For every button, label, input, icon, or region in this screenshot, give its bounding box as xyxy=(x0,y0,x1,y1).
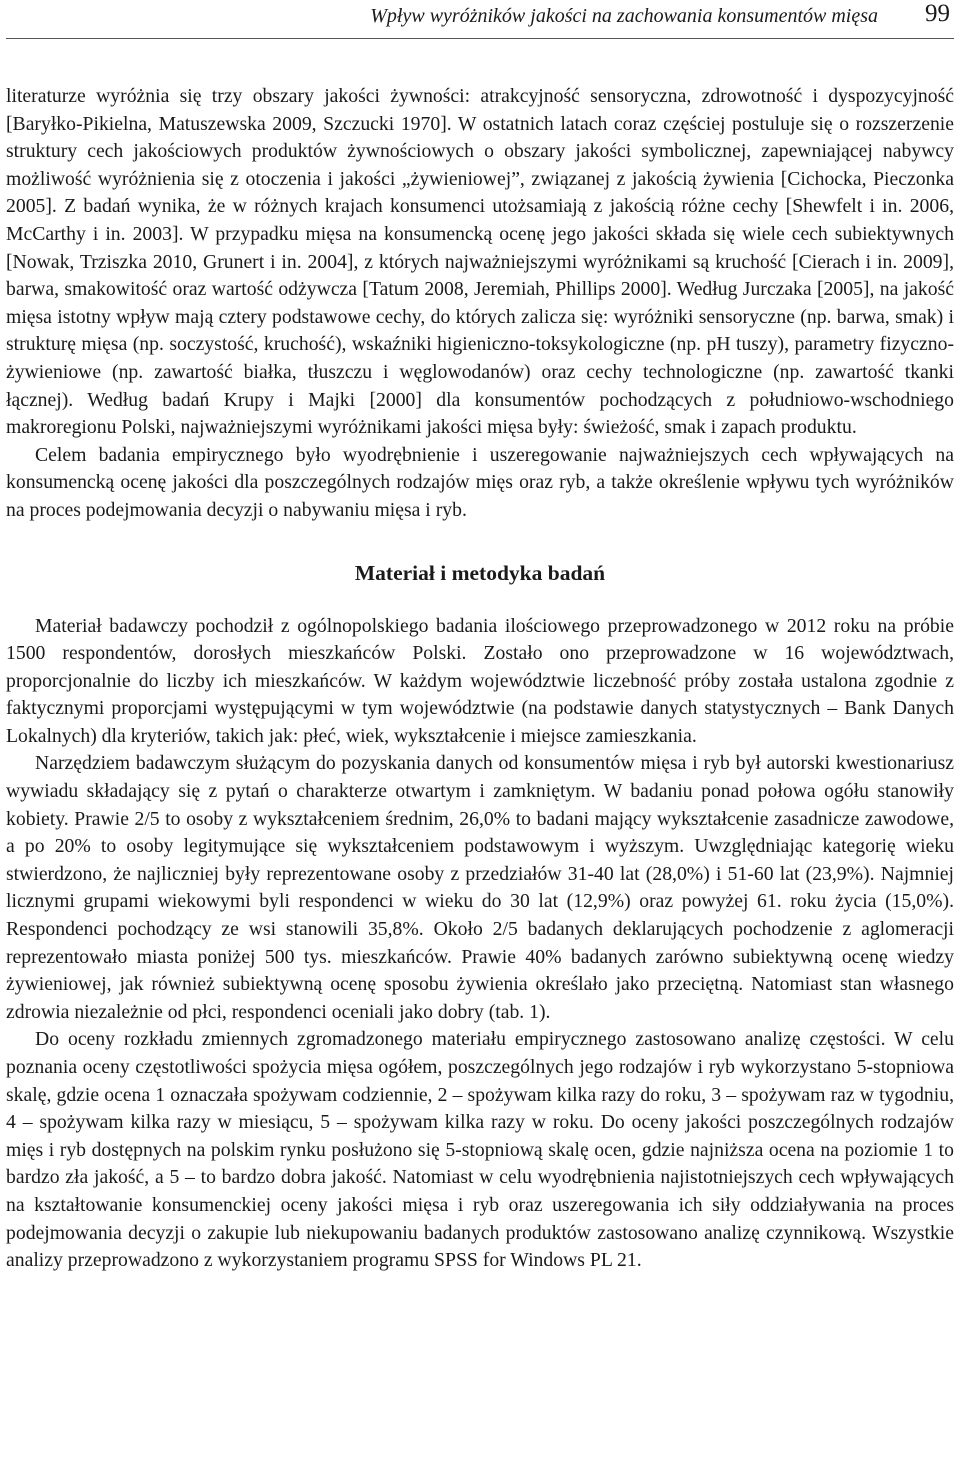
paragraph-research-tool: Narzędziem badawczym służącym do pozyskania danych od konsumentów mięsa i ryb był autorski kwestionariusz wywiadu składający się z pytań o charakterze otwartym i zamkniętym. W badaniu ponad połowa ogółu stanowiły kobiety. Prawie 2/5 to osoby z wykształceniem średnim, 26,0% to badani mający wykształcenie zasadnicze zawodowe, a po 20% to osoby legitymujące się wykształceniem podstawowym i wyższym. Uwzględniając kategorię wieku stwierdzono, że najliczniej były reprezentowane osoby z przedziałów 31-40 lat (28,0%) i 51-60 lat (23,9%). Najmniej licznymi grupami wiekowymi byli respondenci w wieku do 30 lat (12,9%) oraz powyżej 61. roku życia (15,0%). Respondenci pochodzący ze wsi stanowili 35,8%. Około 2/5 badanych deklarujących pochodzenie z aglomeracji reprezentowało miasta poniżej 500 tys. mieszkańców. Prawie 40% badanych zarówno subiektywną ocenę wiedzy żywieniowej, jak również subiektywną ocenę sposobu żywienia określało jako przeciętną. Natomiast stan własnego zdrowia niezależnie od płci, respondenci oceniali jako dobry (tab. 1). xyxy=(6,752,954,1023)
running-title: Wpływ wyróżników jakości na zachowania konsumentów mięsa xyxy=(370,5,878,27)
page-header xyxy=(0,0,960,40)
header-rule xyxy=(6,38,954,39)
paragraph-research-material: Materiał badawczy pochodził z ogólnopolskiego badania ilościowego przeprowadzonego w 2012 roku na próbie 1500 respondentów, dorosłych mieszkańców Polski. Zostało ono przeprowadzone w 16 województwach, proporcjonalnie do liczby ich mieszkańców. W każdym województwie liczebność próby została ustalona zgodnie z faktycznymi proporcjami występującymi w tym województwie (na podstawie danych statystycznych – Bank Danych Lokalnych) dla kryteriów, takich jak: płeć, wiek, wykształcenie i miejsce zamieszkania. xyxy=(6,614,954,747)
paragraph-research-aim: Celem badania empirycznego było wyodrębnienie i uszeregowanie najważniejszych cech wpływających na konsumencką ocenę jakości dla poszczególnych rodzajów mięs oraz ryb, a także określenie wpływu tych wyróżników na proces podejmowania decyzji o nabywaniu mięsa i ryb. xyxy=(6,443,954,521)
paragraph-intro-continued: literaturze wyróżnia się trzy obszary jakości żywności: atrakcyjność sensoryczna, zdrowotność i dyspozycyjność [Baryłko-Pikielna, Matuszewska 2009, Szczucki 1970]. W ostatnich latach coraz częściej postuluje się o rozszerzenie struktury cech jakościowych produktów żywnościowych o obszary jakości symbolicznej, zapewniającej nabywcy możliwość wyróżnienia się z otoczenia i jakości „żywieniowej”, związanej z jakością żywienia [Cichocka, Pieczonka 2005]. Z badań wynika, że w różnych krajach konsumenci utożsamiają z jakością różne cechy [Shewfelt i in. 2006, McCarthy i in. 2003]. W przypadku mięsa na konsumencką ocenę jego jakości składa się wiele cech subiektywnych [Nowak, Trziszka 2010, Grunert i in. 2004], z których najważniejszymi wyróżnikami są kruchość [Cierach i in. 2009], barwa, smakowitość oraz wartość odżywcza [Tatum 2008, Jeremiah, Phillips 2000]. Według Jurczaka [2005], na jakość mięsa istotny wpływ mają cztery podstawowe cechy, do których zalicza się: wyróżniki sensoryczne (np. barwa, smak) i strukturę mięsa (np. soczystość, kruchość), wskaźniki higieniczno-toksykologiczne (np. pH tuszy), parametry fizyczno-żywieniowe (np. zawartość białka, tłuszczu i węglowodanów) oraz cechy technologiczne (np. zawartość tkanki łącznej). Według badań Krupy i Majki [2000] dla konsumentów pochodzących z południowo-wschodniego makroregionu Polski, najważniejszymi wyróżnikami jakości mięsa były: świeżość, smak i zapach produktu. xyxy=(6,85,954,439)
page-number: 99 xyxy=(925,0,950,27)
section-heading: Materiał i metodyka badań xyxy=(354,560,606,585)
paragraph-analysis-methods: Do oceny rozkładu zmiennych zgromadzonego materiału empirycznego zastosowano analizę częstości. W celu poznania oceny częstotliwości spożycia mięsa ogółem, poszczególnych jego rodzajów i ryb wykorzystano 5-stopniowa skalę, gdzie ocena 1 oznaczała spożywam codziennie, 2 – spożywam kilka razy do roku, 3 – spożywam raz w tygodniu, 4 – spożywam kilka razy w miesiącu, 5 – spożywam kilka razy w roku. Do oceny jakości poszczególnych rodzajów mięs i ryb dostępnych na polskim rynku posłużono się 5-stopniową skalę ocen, gdzie najniższa ocena na poziomie 1 to bardzo zła jakość, a 5 – to bardzo dobra jakość. Natomiast w celu wyodrębnienia najistotniejszych cech wpływających na kształtowanie konsumenckiej oceny jakości mięsa i ryb oraz uszeregowania ich siły oddziaływania na proces podejmowania decyzji o zakupie lub niekupowaniu badanych produktów zastosowano analizę czynnikową. Wszystkie analizy przeprowadzono z wykorzystaniem programu SPSS for Windows PL 21. xyxy=(6,1028,954,1272)
article-body xyxy=(6,83,954,1275)
